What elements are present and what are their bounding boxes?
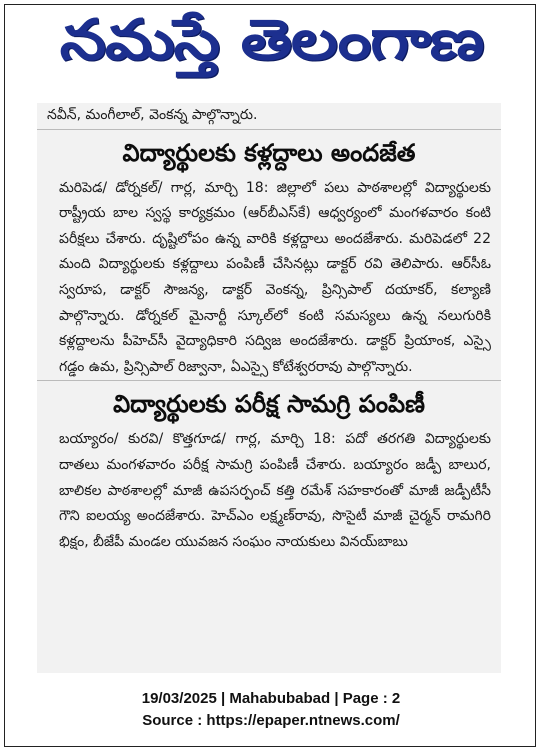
newspaper-masthead xyxy=(0,6,542,76)
masthead-logo: నమస్తే తెలంగాణ xyxy=(59,8,483,73)
news-clipping xyxy=(37,103,501,673)
source-link[interactable]: Source : https://epaper.ntnews.com/ xyxy=(142,712,400,729)
story1-body: మరిపెడ/ డోర్నకల్/ గార్ల, మార్చి 18: జిల్లాలో పలు పాఠశాలల్లో విద్యార్థులకు రాష్ట్రీయ బాల స్వస్థ కార్యక్రమం (ఆర్‌బీఎస్‌కే) ఆధ్వర్యంలో మంగళవారం కంటి పరీక్షలు చేశారు. దృష్టిలోపం ఉన్న వారికి కళ్లద్దాలు అందజేశారు. మరిపెడలో 22 మంది విద్యార్థులకు కళ్లద్దాలు పంపిణీ చేసినట్లు డాక్టర్ రవి తెలిపారు. ఆర్‌సీఓ స్వరూప, డాక్టర్ సౌజన్య, డాక్టర్ వెంకన్న, ప్రిన్సిపాల్ దయాకర్, కల్యాణి పాల్గొన్నారు. డోర్నకల్ మైనార్టీ స్కూల్‌లో కంటి సమస్యలు ఉన్న నలుగురికి కళ్లద్దాలను పీహెచ్‌సీ వైద్యాధికారి సద్విజ అందజేశారు. డాక్టర్ ప్రియాంక, ఎస్సై గడ్డం ఉమ, ప్రిన్సిపాల్ రిజ్వానా, ఏఎస్సై కోటేశ్వరరావు పాల్గొన్నారు. xyxy=(59,179,491,375)
story2-body: బయ్యారం/ కురవి/ కొత్తగూడ/ గార్ల, మార్చి 18: పదో తరగతి విద్యార్థులకు దాతలు మంగళవారం పరీక్ష సామగ్రి పంపిణీ చేశారు. బయ్యారం జడ్పీ బాలుర, బాలికల పాఠశాలల్లో మాజీ ఉపసర్పంచ్ కత్తి రమేశ్ సహకారంతో మాజీ జడ్పీటీసీ గౌని ఐలయ్య అందజేశారు. హెచ్ఎం లక్ష్మణ్‌రావు, సొసైటీ మాజీ చైర్మన్ రామగిరి భిక్షం, బీజేపీ మండల యువజన సంఘం నాయకులు వినయ్‌బాబు xyxy=(59,431,491,550)
edition-info: 19/03/2025 | Mahabubabad | Page : 2 xyxy=(141,690,401,707)
story1-headline: విద్యార్థులకు కళ్లద్దాలు అందజేత xyxy=(37,129,501,176)
previous-article-ending: నవీన్, మంగీలాల్, వెంకన్న పాల్గొన్నారు. xyxy=(47,107,258,123)
page-footer xyxy=(0,688,542,732)
story2-headline: విద్యార్థులకు పరీక్ష సామగ్రి పంపిణీ xyxy=(37,380,501,427)
